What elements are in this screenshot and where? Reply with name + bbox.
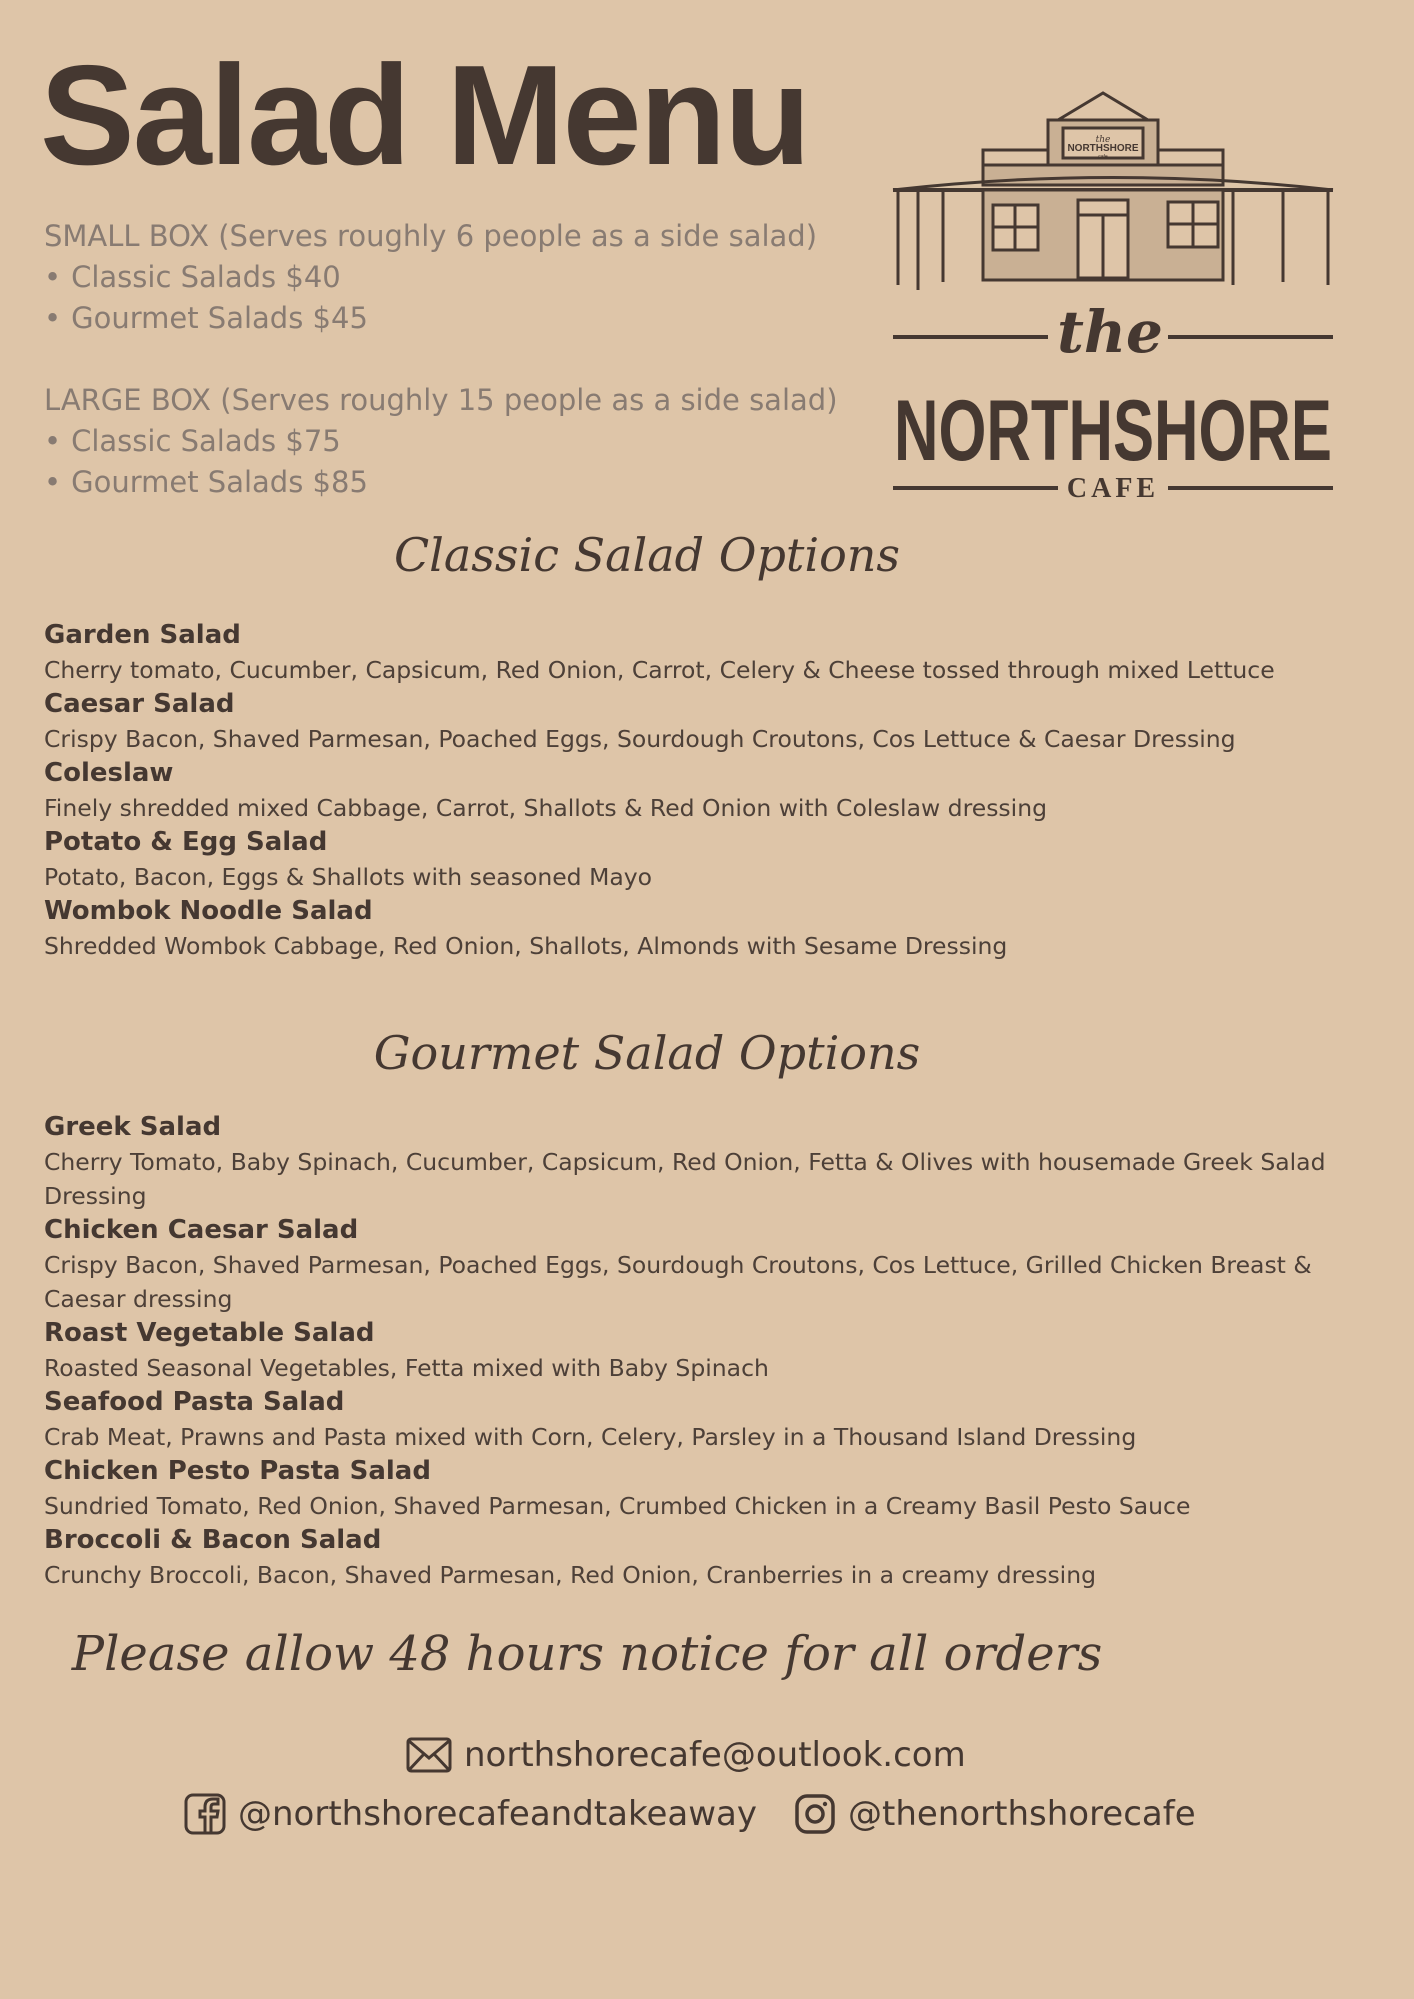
salad-name: Wombok Noodle Salad <box>44 896 373 926</box>
bullet: • <box>44 424 62 458</box>
list-item <box>44 618 1384 687</box>
facebook-handle[interactable]: @northshorecafeandtakeaway <box>238 1794 757 1834</box>
classic-section-heading: Classic Salad Options <box>393 528 901 582</box>
bullet: • <box>44 465 62 499</box>
salad-name: Potato & Egg Salad <box>44 827 328 857</box>
instagram-handle[interactable]: @thenorthshorecafe <box>848 1794 1196 1834</box>
instagram-icon <box>794 1793 836 1835</box>
salad-name: Broccoli & Bacon Salad <box>44 1525 382 1555</box>
price-item-label: Gourmet Salads $45 <box>71 301 368 335</box>
list-item <box>44 825 1384 894</box>
page-title: Salad Menu <box>40 36 810 195</box>
small-box-pricing <box>44 216 894 339</box>
salad-description: Shredded Wombok Cabbage, Red Onion, Shallots, Almonds with Sesame Dressing <box>44 932 1008 960</box>
large-box-price-list <box>44 421 894 503</box>
list-item <box>44 1316 1384 1385</box>
price-item-label: Classic Salads $40 <box>71 260 341 294</box>
sign-name-text: NORTHSHORE <box>1067 143 1139 154</box>
salad-name: Caesar Salad <box>44 689 235 719</box>
price-item <box>44 298 894 339</box>
salad-description: Cherry Tomato, Baby Spinach, Cucumber, Capsicum, Red Onion, Fetta & Olives with housemade Greek Salad Dressing <box>44 1148 1326 1210</box>
list-item <box>44 1110 1384 1213</box>
small-box-price-list <box>44 257 894 339</box>
large-box-pricing <box>44 380 894 503</box>
email-contact[interactable] <box>406 1735 966 1775</box>
salad-description: Potato, Bacon, Eggs & Shallots with seasoned Mayo <box>44 863 653 891</box>
list-item <box>44 1523 1384 1592</box>
salad-name: Chicken Caesar Salad <box>44 1215 359 1245</box>
salad-description: Finely shredded mixed Cabbage, Carrot, Shallots & Red Onion with Coleslaw dressing <box>44 794 1048 822</box>
price-item <box>44 257 894 298</box>
logo-name-text: NORTHSHORE <box>894 383 1332 479</box>
list-item <box>44 894 1384 963</box>
price-item <box>44 421 894 462</box>
facebook-icon <box>184 1793 226 1835</box>
salad-name: Garden Salad <box>44 620 241 650</box>
salad-name: Coleslaw <box>44 758 174 788</box>
salad-name: Greek Salad <box>44 1112 222 1142</box>
instagram-contact[interactable] <box>794 1793 1196 1835</box>
price-item-label: Classic Salads $75 <box>71 424 341 458</box>
gourmet-salad-list <box>44 1110 1384 1592</box>
salad-description: Crispy Bacon, Shaved Parmesan, Poached Eggs, Sourdough Croutons, Cos Lettuce & Caesar Dressing <box>44 725 1236 753</box>
small-box-heading: SMALL BOX (Serves roughly 6 people as a side salad) <box>44 219 818 253</box>
salad-description: Crab Meat, Prawns and Pasta mixed with Corn, Celery, Parsley in a Thousand Island Dressing <box>44 1423 1137 1451</box>
salad-name: Chicken Pesto Pasta Salad <box>44 1456 431 1486</box>
list-item <box>44 1385 1384 1454</box>
logo-cafe-text: CAFE <box>1066 473 1160 504</box>
classic-salad-list <box>44 618 1384 963</box>
price-item <box>44 462 894 503</box>
order-notice: Please allow 48 hours notice for all orders <box>71 1626 1103 1682</box>
salad-description: Crunchy Broccoli, Bacon, Shaved Parmesan, Red Onion, Cranberries in a creamy dressing <box>44 1561 1097 1589</box>
sign-cafe-text: cafe <box>1098 154 1108 160</box>
list-item <box>44 756 1384 825</box>
gourmet-section-heading: Gourmet Salad Options <box>373 1026 921 1080</box>
bullet: • <box>44 260 62 294</box>
list-item <box>44 1454 1384 1523</box>
email-address[interactable]: northshorecafe@outlook.com <box>464 1735 966 1775</box>
list-item <box>44 1213 1384 1316</box>
salad-description: Cherry tomato, Cucumber, Capsicum, Red Onion, Carrot, Celery & Cheese tossed through mixed Lettuce <box>44 656 1275 684</box>
bullet: • <box>44 301 62 335</box>
large-box-heading: LARGE BOX (Serves roughly 15 people as a side salad) <box>44 383 838 417</box>
envelope-icon <box>406 1737 452 1773</box>
logo-the-text: the <box>1057 298 1163 366</box>
salad-description: Roasted Seasonal Vegetables, Fetta mixed with Baby Spinach <box>44 1354 769 1382</box>
facebook-contact[interactable] <box>184 1793 757 1835</box>
salad-name: Roast Vegetable Salad <box>44 1318 375 1348</box>
salad-description: Sundried Tomato, Red Onion, Shaved Parmesan, Crumbed Chicken in a Creamy Basil Pesto Sauce <box>44 1492 1191 1520</box>
northshore-cafe-logo <box>888 90 1338 510</box>
price-item-label: Gourmet Salads $85 <box>71 465 368 499</box>
list-item <box>44 687 1384 756</box>
sign-the-text: the <box>1095 135 1111 145</box>
cafe-building-illustration <box>893 93 1333 290</box>
salad-description: Crispy Bacon, Shaved Parmesan, Poached Eggs, Sourdough Croutons, Cos Lettuce, Grilled Chicken Breast & Caesar dressing <box>44 1251 1312 1313</box>
salad-name: Seafood Pasta Salad <box>44 1387 345 1417</box>
